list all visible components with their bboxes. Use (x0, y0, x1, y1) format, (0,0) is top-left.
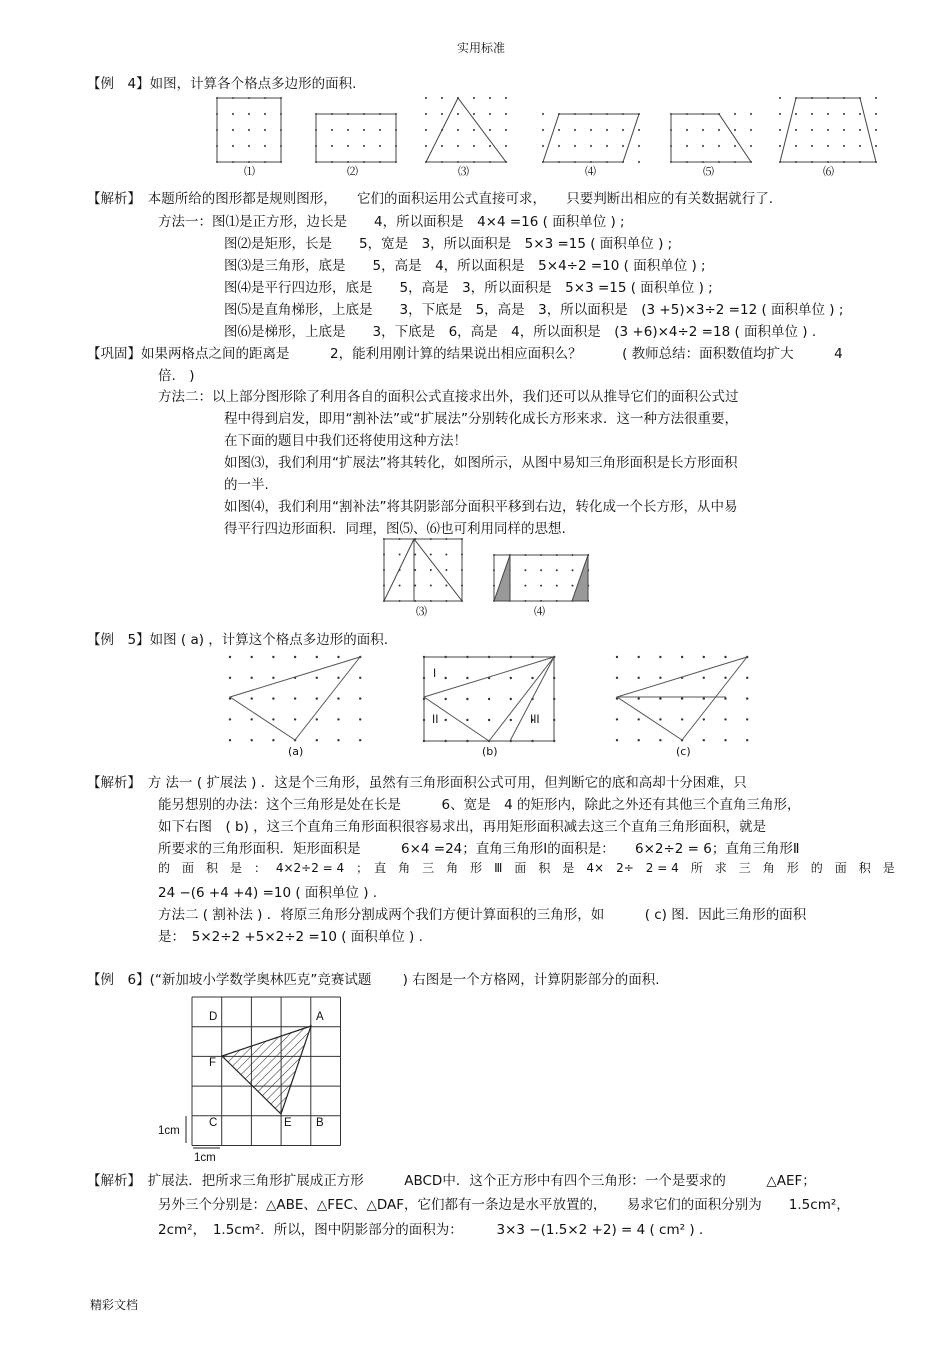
method2-line-7: 得平行四边形面积．同理，图⑸、⑹也可利用同样的思想. (224, 521, 566, 537)
method2-line-2: 程中得到启发，即用“割补法”或“扩展法”分别转化成长方形来求．这一种方法很重要， (224, 411, 738, 427)
caption-c: (c) (676, 745, 691, 758)
point-label-e: E (284, 1117, 292, 1129)
caption-2: ⑵ (347, 165, 358, 178)
caption-6: ⑹ (823, 165, 834, 178)
roman-label-1: I (433, 668, 437, 680)
small-caption-4: ⑷ (534, 605, 545, 618)
shaded-triangle-aef (222, 1026, 311, 1114)
method1-line-6: 图⑹是梯形，上底是 3，下底是 6，高是 4，所以面积是 (3 +6)×4÷2 =18 ( 面积单位 ) . (224, 324, 817, 340)
consolidate-line-2: 倍. ) (158, 368, 195, 384)
method1-line-5: 图⑸是直角梯形，上底是 3，下底是 5，高是 3，所以面积是 (3 +5)×3÷2 =12 ( 面积单位 ) ; (224, 302, 844, 318)
method1-line-3: 图⑶是三角形，底是 5，高是 4，所以面积是 5×4÷2 =10 ( 面积单位 ) ; (224, 258, 706, 274)
roman-label-3: III (530, 714, 540, 726)
example-4-title: 【例 4】如图，计算各个格点多边形的面积. (87, 76, 357, 92)
example-5-title: 【例 5】如图 ( a) ，计算这个格点多边形的面积. (87, 632, 389, 648)
analysis-5-line-8: 是： 5×2÷2 +5×2÷2 =10 ( 面积单位 ) . (158, 929, 423, 945)
analysis-5-line-3: 如下右图 ( b) ，这三个直角三角形面积很容易求出，再用矩形面积减去这三个直角三角形面积，就是 (158, 819, 767, 835)
method2-line-5: 的一半. (224, 477, 269, 493)
unit-label-vertical: 1cm (158, 1125, 180, 1137)
method1-line-2: 图⑵是矩形，长是 5，宽是 3，所以面积是 5×3 =15 ( 面积单位 ) ; (224, 236, 673, 252)
method2-line-4: 如图⑶，我们利用“扩展法”将其转化，如图所示，从图中易知三角形面积是长方形面积 (224, 455, 738, 471)
caption-1: ⑴ (244, 165, 255, 178)
page-footer: 精彩文档 (90, 1298, 139, 1312)
method2-line-3: 在下面的题目中我们还将使用这种方法！ (224, 433, 467, 449)
caption-3: ⑶ (458, 165, 469, 178)
caption-4: ⑷ (585, 165, 596, 178)
caption-a: (a) (288, 745, 304, 758)
point-label-c: C (209, 1117, 218, 1129)
unit-label-horizontal: 1cm (194, 1152, 216, 1164)
point-label-f: F (209, 1057, 217, 1069)
analysis-6-line-3: 2cm²， 1.5cm²．所以，图中阴影部分的面积为： 3×3 −(1.5×2 +2) = 4 ( cm² ) . (158, 1222, 704, 1238)
point-label-b: B (316, 1117, 324, 1129)
analysis-5-line-5: 的 面 积 是 ： 4×2÷2 = 4 ； 直 角 三 角 形 Ⅲ 面 积 是 4× 2÷ 2 = 4 所 求 三 角 形 的 面 积 是 (158, 861, 895, 875)
analysis-6-line-1: 【解析】 扩展法．把所求三角形扩展成正方形 ABCD中．这个正方形中有四个三角形：一个是要求的 △AEF； (87, 1173, 816, 1189)
analysis-5-line-1: 【解析】 方 法一 ( 扩展法 ) ．这是个三角形，虽然有三角形面积公式可用，但判断它的底和高却十分困难，只 (87, 775, 747, 791)
caption-5: ⑸ (703, 165, 714, 178)
analysis-4-intro: 【解析】 本题所给的图形都是规则图形， 它们的面积运用公式直接可求， 只要判断出相应的有关数据就行了. (87, 191, 774, 207)
analysis-6-line-2: 另外三个分别是：△ABE、△FEC、△DAF，它们都有一条边是水平放置的， 易求它们的面积分别为 1.5cm²， (158, 1197, 850, 1213)
small-caption-3: ⑶ (416, 605, 427, 618)
example-6-title: 【例 6】(“新加坡小学数学奥林匹克”竞赛试题 ) 右图是一个方格网，计算阴影部分的面积. (87, 972, 660, 988)
analysis-5-line-6: 24 −(6 +4 +4) =10 ( 面积单位 ) . (158, 885, 378, 901)
method1-line-1: 方法一：图⑴是正方形，边长是 4，所以面积是 4×4 =16 ( 面积单位 ) ; (158, 214, 625, 230)
point-label-d: D (209, 1011, 218, 1023)
point-label-a: A (316, 1011, 324, 1023)
method2-line-6: 如图⑷，我们利用“割补法”将其阴影部分面积平移到右边，转化成一个长方形，从中易 (224, 499, 738, 515)
analysis-5-line-2: 能另想别的办法：这个三角形是处在长是 6、宽是 4 的矩形内，除此之外还有其他三个直角三角形， (158, 797, 801, 813)
method2-line-1: 方法二：以上部分图形除了利用各自的面积公式直接求出外，我们还可以从推导它们的面积公式过 (158, 389, 739, 405)
consolidate-line-1: 【巩固】如果两格点之间的距离是 2，能利用刚计算的结果说出相应面积么？ ( 教师总结：面积数值均扩大 4 (87, 346, 843, 362)
analysis-5-line-7: 方法二 ( 割补法 ) ．将原三角形分割成两个我们方便计算面积的三角形，如 ( c) 图．因此三角形的面积 (158, 907, 807, 923)
method1-line-4: 图⑷是平行四边形，底是 5，高是 3，所以面积是 5×3 =15 ( 面积单位 ) ; (224, 280, 713, 296)
caption-b: (b) (482, 745, 498, 758)
analysis-5-line-4: 所要求的三角形面积．矩形面积是 6×4 =24；直角三角形Ⅰ的面积是： 6×2÷2 = 6；直角三角形Ⅱ (158, 841, 800, 857)
roman-label-2: II (432, 714, 439, 726)
page-header: 实用标准 (457, 41, 506, 55)
